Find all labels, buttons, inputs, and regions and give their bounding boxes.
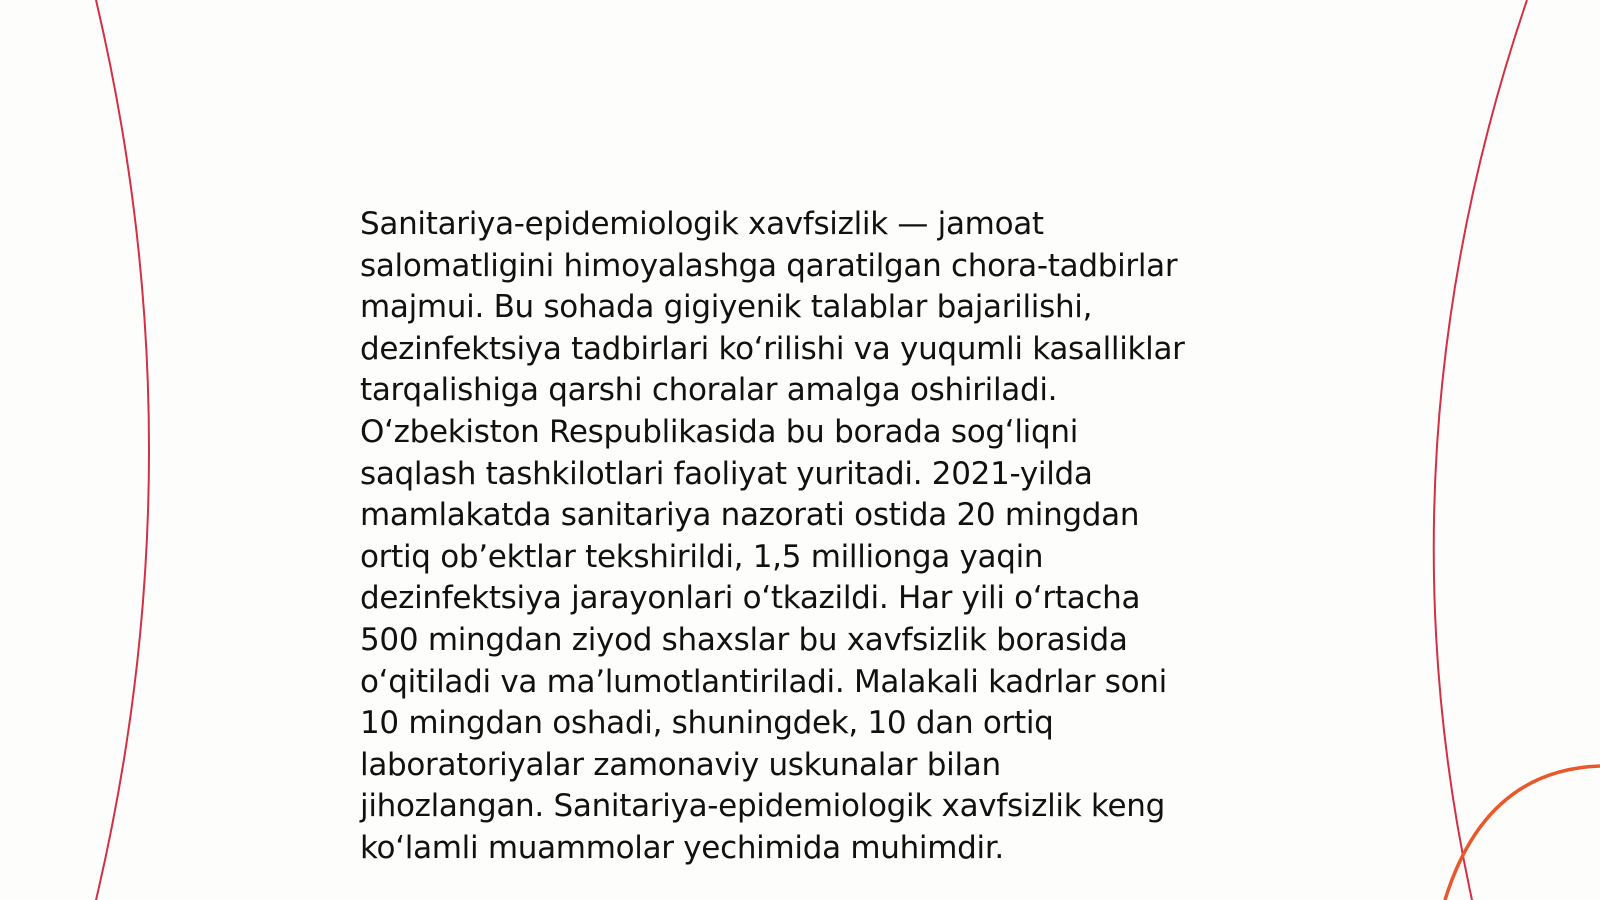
text-line: ortiq ob’ektlar tekshirildi, 1,5 millionga yaqin: [360, 538, 1044, 575]
text-line: dezinfektsiya tadbirlari ko‘rilishi va yuqumli kasalliklar: [360, 330, 1185, 367]
text-line: O‘zbekiston Respublikasida bu borada sog‘liqni: [360, 413, 1079, 450]
text-line: jihozlangan. Sanitariya-epidemiologik xavfsizlik keng: [360, 788, 1165, 825]
text-line: o‘qitiladi va ma’lumotlantiriladi. Malakali kadrlar soni: [360, 663, 1167, 700]
text-line: saqlash tashkilotlari faoliyat yuritadi. 2021-yilda: [360, 455, 1093, 492]
text-line: dezinfektsiya jarayonlari o‘tkazildi. Har yili o‘rtacha: [360, 580, 1141, 617]
text-line: 10 mingdan oshadi, shuningdek, 10 dan ortiq: [360, 705, 1054, 742]
text-line: ko‘lamli muammolar yechimida muhimdir.: [360, 829, 1004, 866]
text-line: majmui. Bu sohada gigiyenik talablar bajarilishi,: [360, 289, 1093, 326]
right-arc: [1434, 0, 1527, 900]
body-paragraph: [360, 204, 1260, 870]
text-line: mamlakatda sanitariya nazorati ostida 20 mingdan: [360, 497, 1140, 534]
text-line: salomatligini himoyalashga qaratilgan chora-tadbirlar: [360, 247, 1178, 284]
text-line: 500 mingdan ziyod shaxslar bu xavfsizlik borasida: [360, 621, 1128, 658]
text-line: Sanitariya-epidemiologik xavfsizlik — jamoat: [360, 206, 1044, 242]
left-arc: [96, 0, 149, 900]
text-line: tarqalishiga qarshi choralar amalga oshiriladi.: [360, 372, 1058, 409]
text-line: laboratoriyalar zamonaviy uskunalar bilan: [360, 746, 1001, 783]
